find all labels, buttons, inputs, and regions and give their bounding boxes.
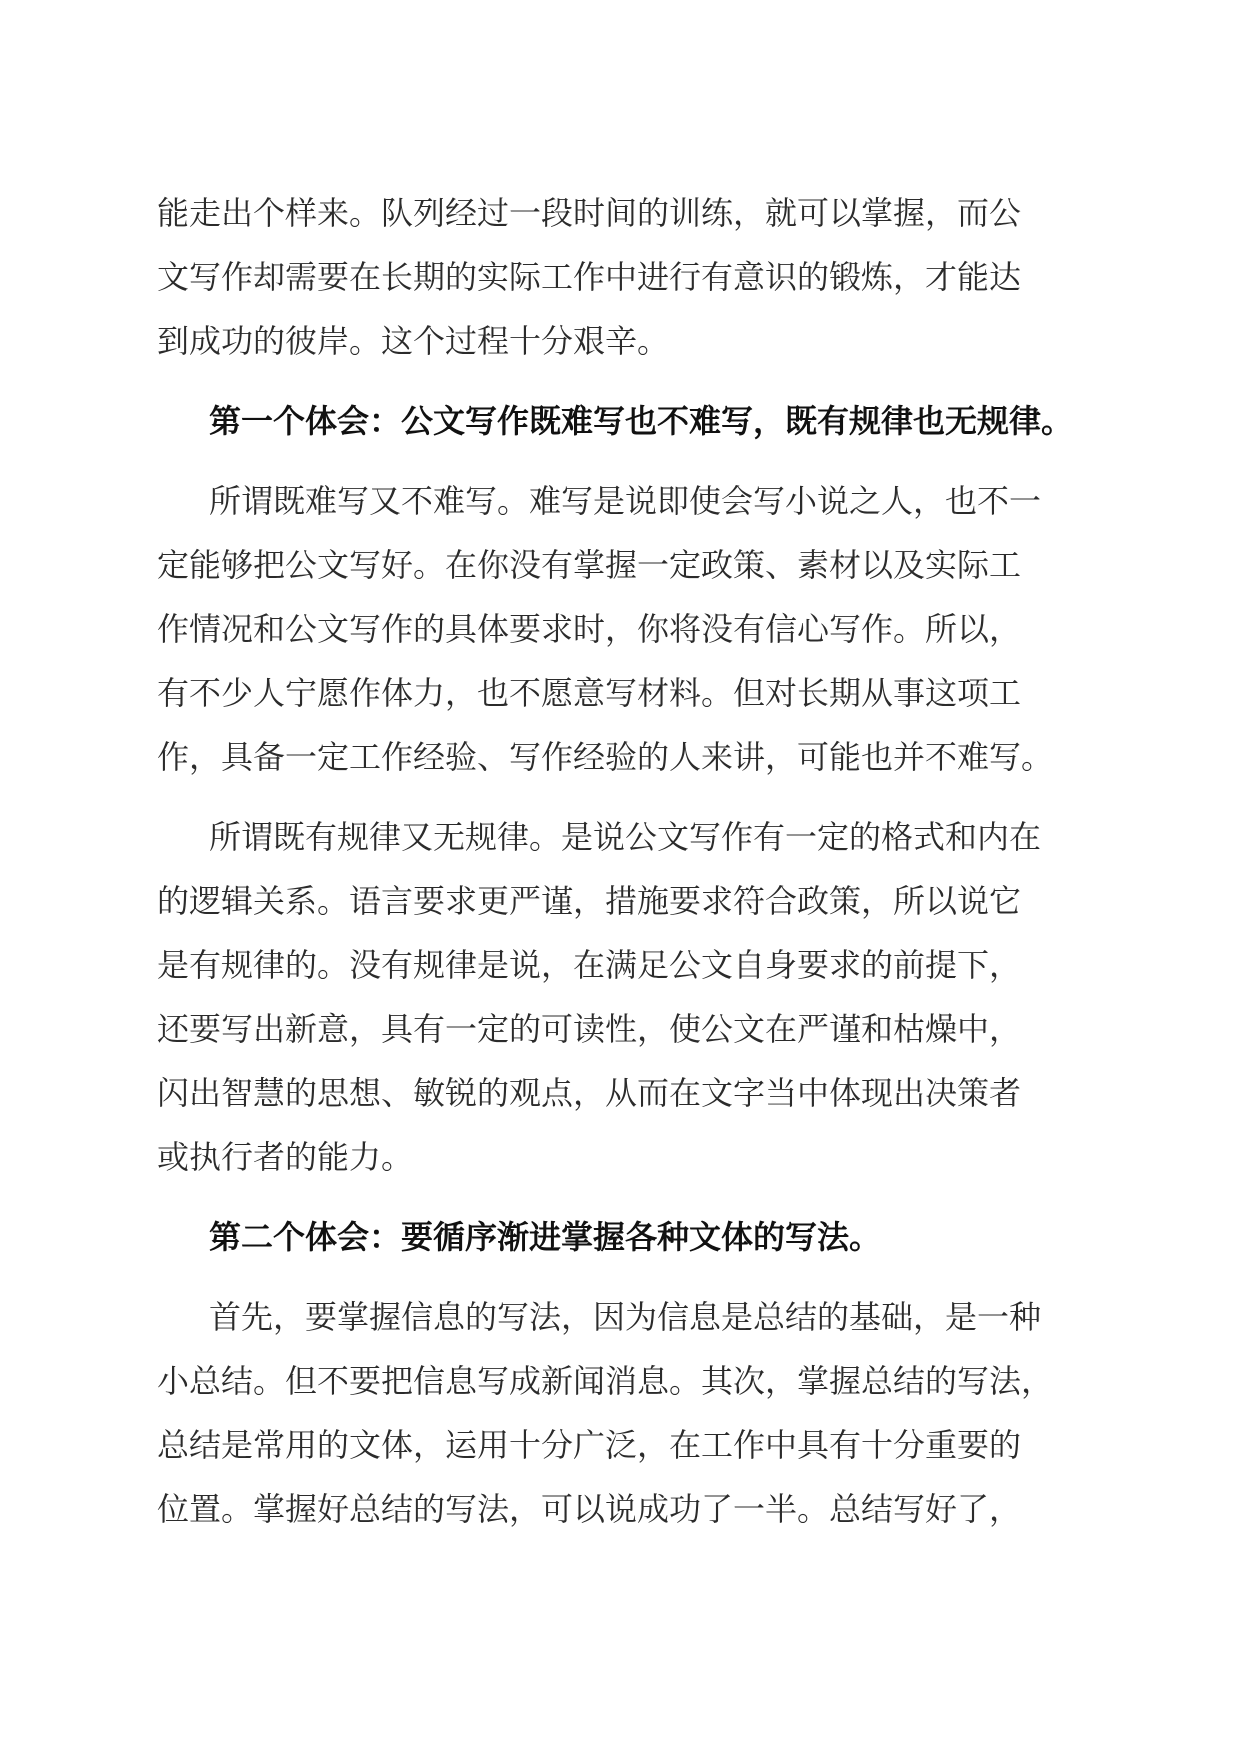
section-heading: 第二个体会：要循序渐进掌握各种文体的写法。 [209,1218,882,1256]
text-line: 小总结。但不要把信息写成新闻消息。其次，掌握总结的写法， [157,1362,1054,1400]
text-line: 闪出智慧的思想、敏锐的观点，从而在文字当中体现出决策者 [157,1074,1022,1112]
body-paragraph [157,181,1092,373]
section-heading: 第一个体会：公文写作既难写也不难写，既有规律也无规律。 [209,402,1074,440]
text-line: 文写作却需要在长期的实际工作中进行有意识的锻炼，才能达 [157,258,1022,296]
body-paragraph [157,1285,1092,1541]
text-line: 首先，要掌握信息的写法，因为信息是总结的基础，是一种 [209,1298,1042,1336]
text-line: 作，具备一定工作经验、写作经验的人来讲，可能也并不难写。 [157,738,1054,776]
text-line: 还要写出新意，具有一定的可读性，使公文在严谨和枯燥中， [157,1010,1022,1048]
text-line: 是有规律的。没有规律是说，在满足公文自身要求的前提下， [157,946,1022,984]
text-line: 定能够把公文写好。在你没有掌握一定政策、素材以及实际工 [157,546,1022,584]
text-line: 到成功的彼岸。这个过程十分艰辛。 [157,322,670,360]
text-line: 能走出个样来。队列经过一段时间的训练，就可以掌握，而公 [157,194,1022,232]
document-body [157,181,1092,1541]
text-line: 或执行者的能力。 [157,1138,414,1176]
text-line: 总结是常用的文体，运用十分广泛，在工作中具有十分重要的 [157,1426,1022,1464]
body-paragraph [157,805,1092,1189]
body-paragraph [157,469,1092,789]
text-line: 所谓既难写又不难写。难写是说即使会写小说之人，也不一 [209,482,1042,520]
text-line: 的逻辑关系。语言要求更严谨，措施要求符合政策，所以说它 [157,882,1022,920]
text-line: 作情况和公文写作的具体要求时，你将没有信心写作。所以， [157,610,1022,648]
text-line: 位置。掌握好总结的写法，可以说成功了一半。总结写好了， [157,1490,1022,1528]
text-line: 所谓既有规律又无规律。是说公文写作有一定的格式和内在 [209,818,1042,856]
text-line: 有不少人宁愿作体力，也不愿意写材料。但对长期从事这项工 [157,674,1022,712]
